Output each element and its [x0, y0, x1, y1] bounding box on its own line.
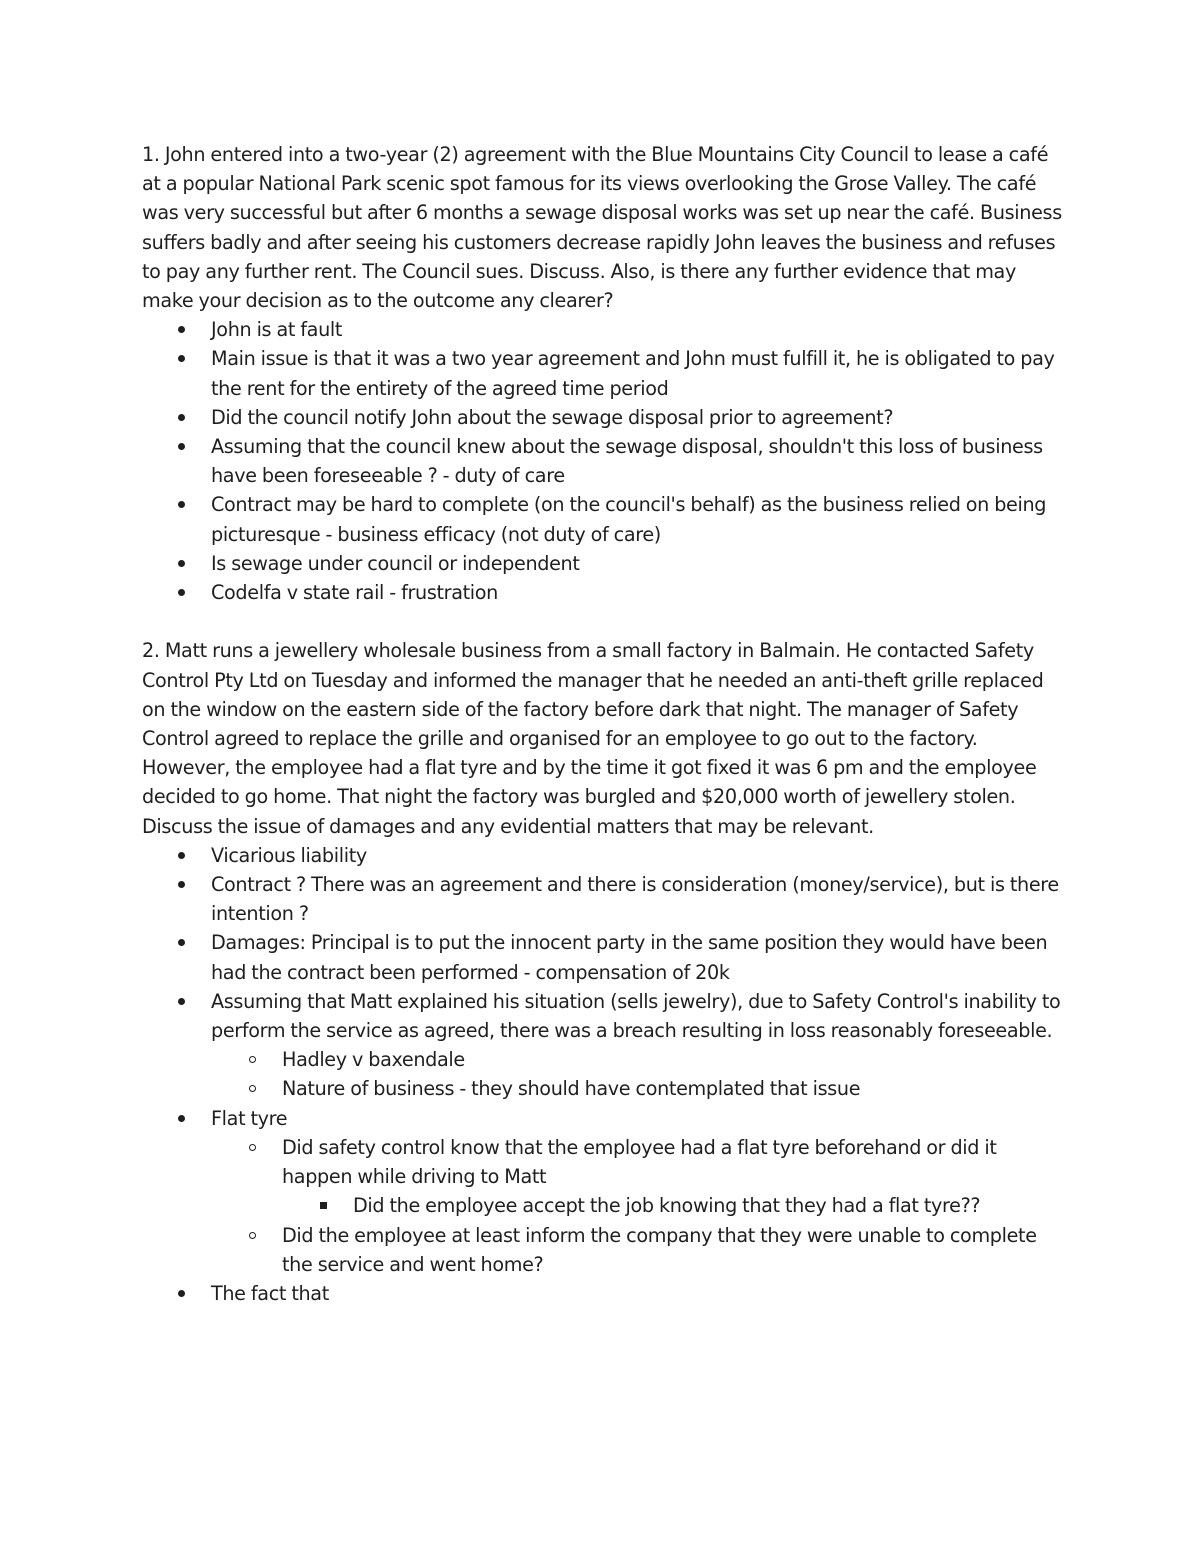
question-1-prompt: 1. John entered into a two-year (2) agreement with the Blue Mountains City Council to lease a café at a popular National Park scenic spot famous for its views overlooking the Grose Valley. The café was very successful but after 6 months a sewage disposal works was set up near the café. Business suffers badly and after seeing his customers decrease rapidly John leaves the business and refuses to pay any further rent. The Council sues. Discuss. Also, is there any further evidence that may make your decision as to the outcome any clearer?	[142, 143, 1062, 313]
bullet-disc-icon	[176, 870, 196, 899]
list-item: Is sewage under council or independent	[142, 549, 1062, 578]
bullet-circle-icon	[247, 1133, 267, 1162]
flat-tyre-subnotes-2	[142, 1221, 1062, 1279]
bullet-circle-icon	[247, 1221, 267, 1250]
question-2	[142, 636, 1062, 1308]
bullet-disc-icon	[176, 928, 196, 957]
list-item: Assuming that the council knew about the sewage disposal, shouldn't this loss of business have been foreseeable ? - duty of care	[142, 432, 1062, 490]
list-item: Did the employee at least inform the company that they were unable to complete the service and went home?	[142, 1221, 1062, 1279]
bullet-square-icon	[318, 1191, 338, 1220]
bullet-disc-icon	[176, 490, 196, 519]
list-item: Did safety control know that the employee had a flat tyre beforehand or did it happen while driving to Matt	[142, 1133, 1062, 1191]
bullet-disc-icon	[176, 344, 196, 373]
bullet-disc-icon	[176, 403, 196, 432]
fact-that-note	[142, 1279, 1062, 1308]
bullet-disc-icon	[176, 1279, 196, 1308]
list-item: Contract ? There was an agreement and there is consideration (money/service), but is there intention ?	[142, 870, 1062, 928]
list-item: Did the council notify John about the sewage disposal prior to agreement?	[142, 403, 1062, 432]
flat-tyre-subsubnotes	[142, 1191, 1062, 1220]
list-item: Did the employee accept the job knowing that they had a flat tyre??	[142, 1191, 1062, 1220]
bullet-circle-icon	[247, 1074, 267, 1103]
bullet-disc-icon	[176, 578, 196, 607]
list-item: Nature of business - they should have contemplated that issue	[142, 1074, 1062, 1103]
question-1	[142, 140, 1062, 607]
bullet-disc-icon	[176, 315, 196, 344]
list-item: John is at fault	[142, 315, 1062, 344]
list-item: Main issue is that it was a two year agreement and John must fulfill it, he is obligated to pay the rent for the entirety of the agreed time period	[142, 344, 1062, 402]
bullet-disc-icon	[176, 987, 196, 1016]
list-item: Hadley v baxendale	[142, 1045, 1062, 1074]
bullet-disc-icon	[176, 1104, 196, 1133]
question-1-notes	[142, 315, 1062, 607]
assuming-subnotes	[142, 1045, 1062, 1103]
list-item: Contract may be hard to complete (on the council's behalf) as the business relied on being picturesque - business efficacy (not duty of care)	[142, 490, 1062, 548]
flat-tyre-note	[142, 1104, 1062, 1133]
list-item: Damages: Principal is to put the innocent party in the same position they would have been had the contract been performed - compensation of 20k	[142, 928, 1062, 986]
document-page	[142, 140, 1062, 1308]
bullet-disc-icon	[176, 549, 196, 578]
list-item: Flat tyre	[142, 1104, 1062, 1133]
bullet-disc-icon	[176, 841, 196, 870]
list-item: Codelfa v state rail - frustration	[142, 578, 1062, 607]
flat-tyre-subnotes-1	[142, 1133, 1062, 1191]
bullet-disc-icon	[176, 432, 196, 461]
list-item: The fact that	[142, 1279, 1062, 1308]
question-2-prompt: 2. Matt runs a jewellery wholesale business from a small factory in Balmain. He contacted Safety Control Pty Ltd on Tuesday and informed the manager that he needed an anti-theft grille replaced on the window on the eastern side of the factory before dark that night. The manager of Safety Control agreed to replace the grille and organised for an employee to go out to the factory. However, the employee had a flat tyre and by the time it got fixed it was 6 pm and the employee decided to go home. That night the factory was burgled and $20,000 worth of jewellery stolen. Discuss the issue of damages and any evidential matters that may be relevant.	[142, 639, 1044, 838]
bullet-circle-icon	[247, 1045, 267, 1074]
list-item: Vicarious liability	[142, 841, 1062, 870]
list-item: Assuming that Matt explained his situation (sells jewelry), due to Safety Control's inability to perform the service as agreed, there was a breach resulting in loss reasonably foreseeable.	[142, 987, 1062, 1045]
question-2-notes	[142, 841, 1062, 1045]
